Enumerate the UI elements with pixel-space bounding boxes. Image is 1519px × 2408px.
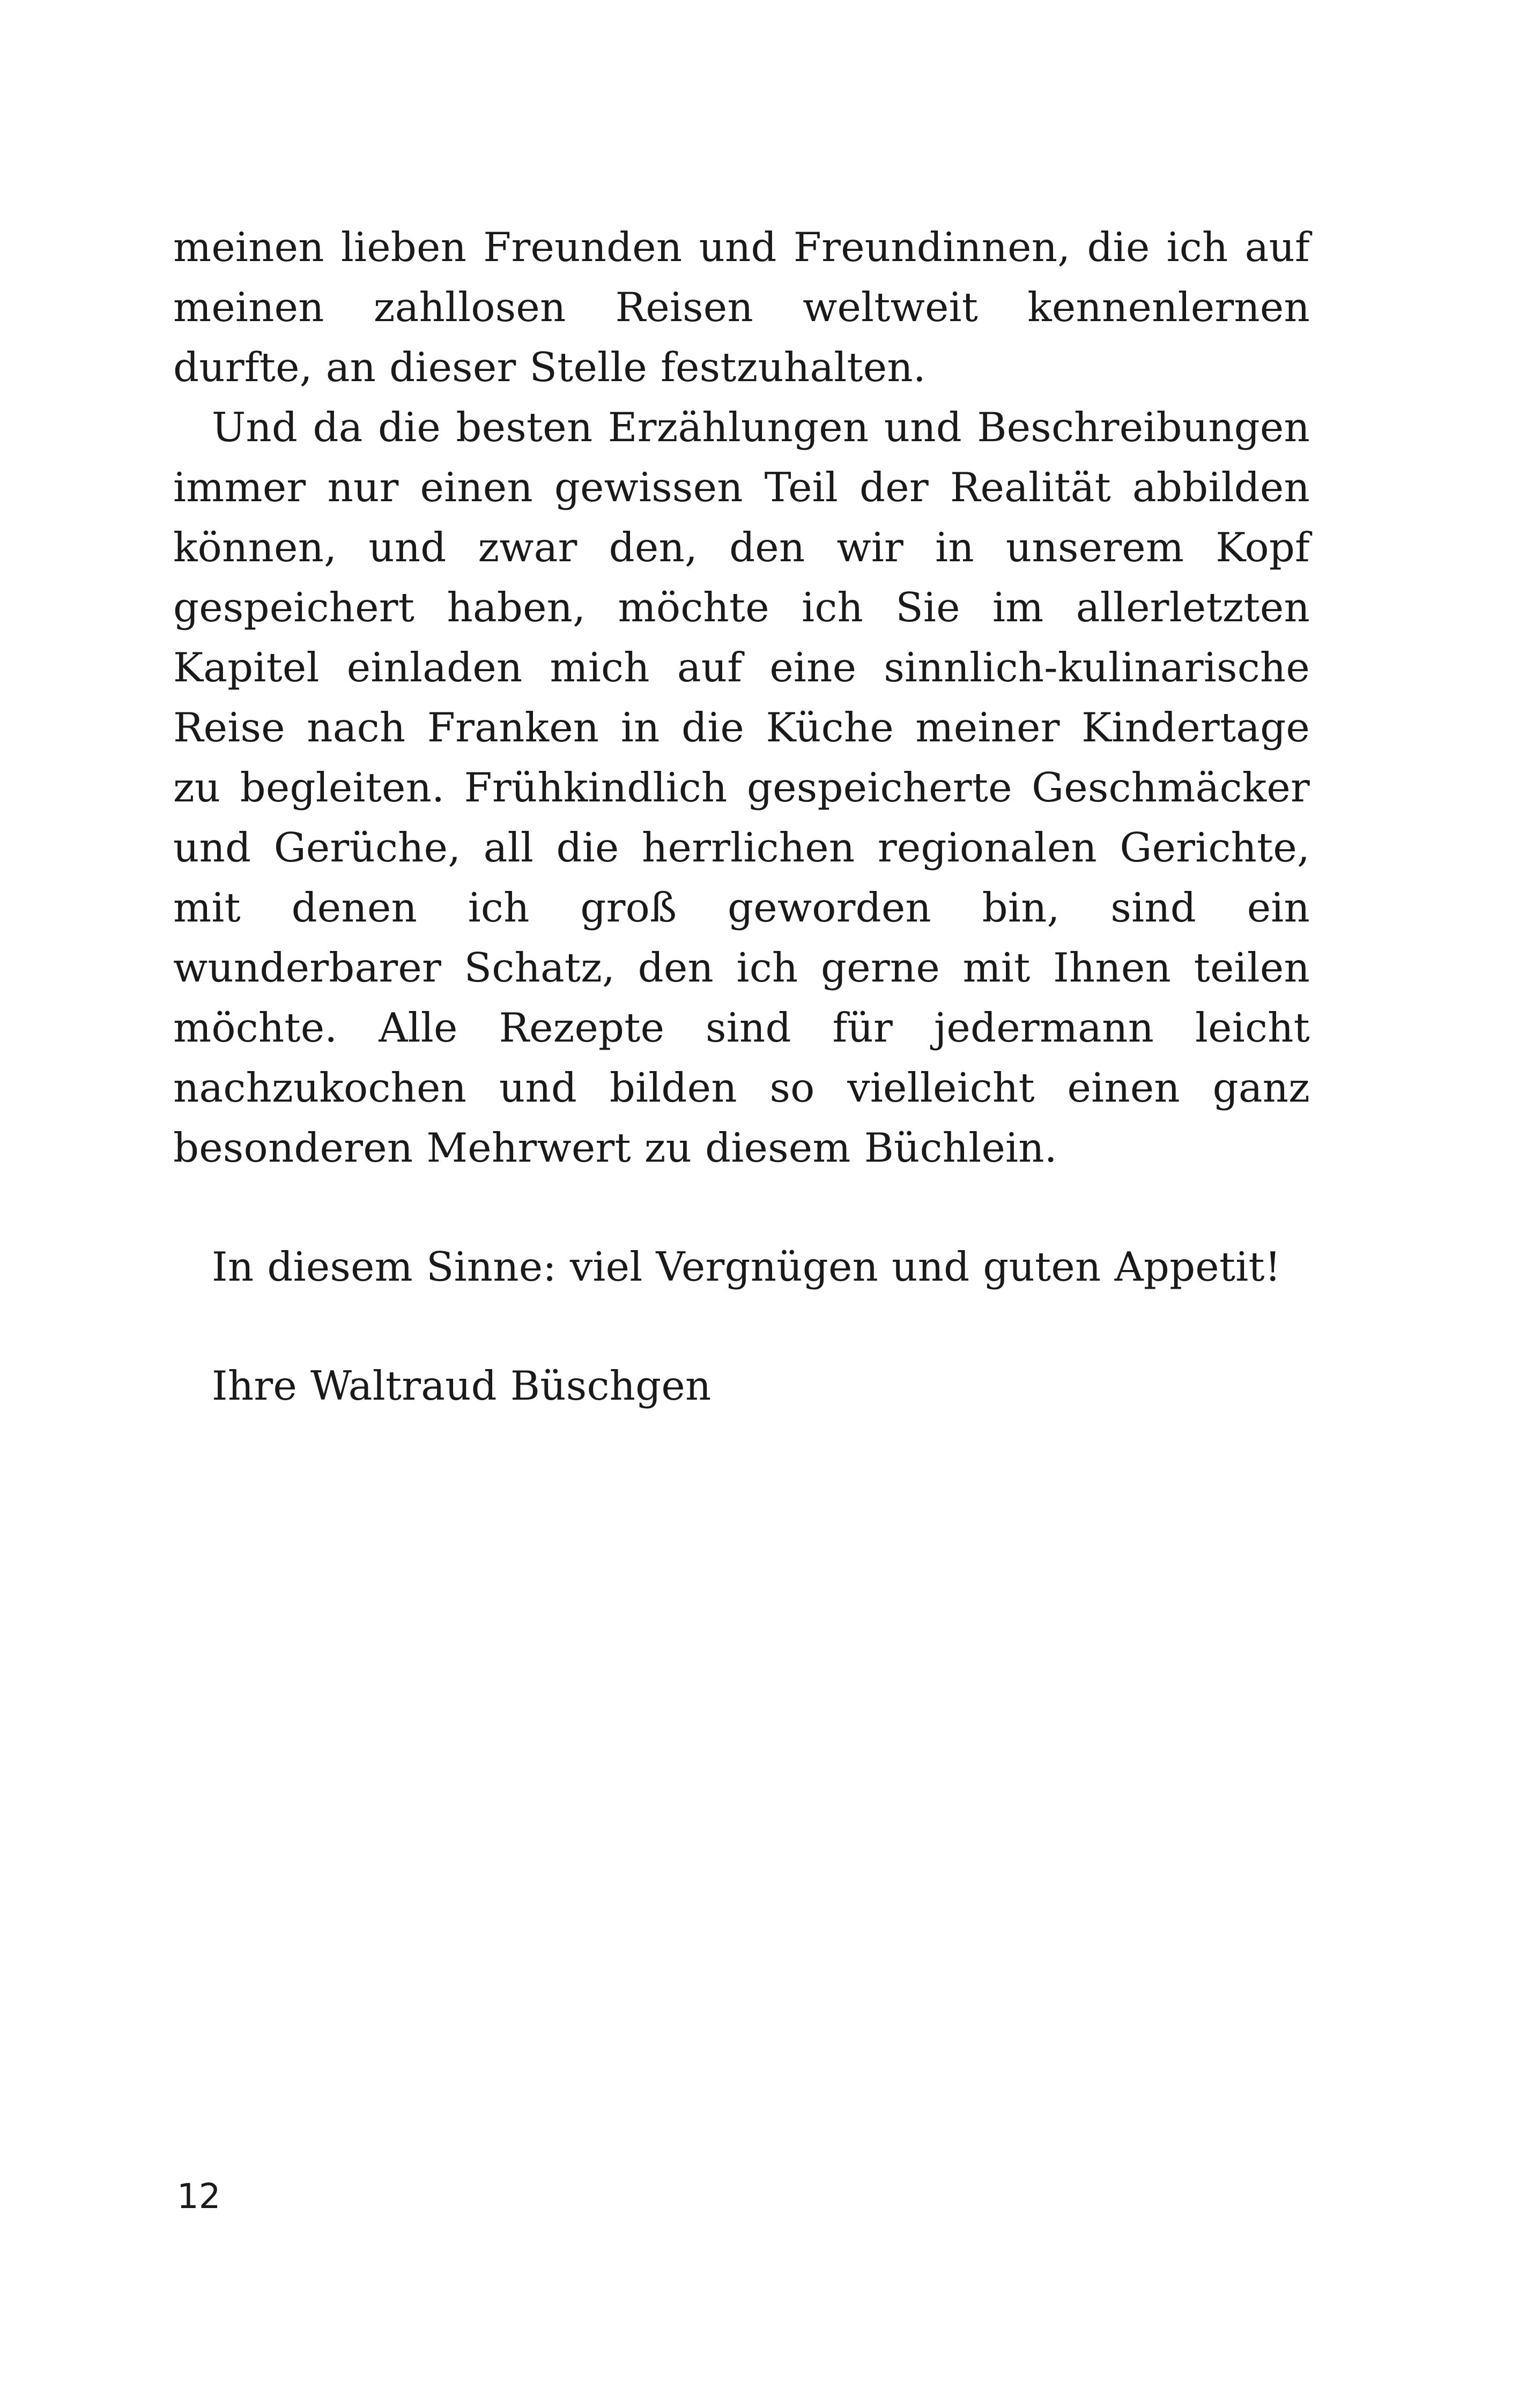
closing-wish: In diesem Sinne: viel Vergnügen und guten Appetit! [212,1243,1281,1290]
body-text [173,217,1310,1416]
author-signature: Ihre Waltraud Büschgen [212,1362,712,1409]
page-number: 12 [177,2177,221,2217]
paragraph-continuation: meinen lieben Freunden und Freundinnen, die ich auf meinen zahllosen Reisen weltweit kennenlernen durfte, an dieser Stelle festzuhalten. [173,224,1310,391]
paragraph-recipes-intro: Und da die besten Erzählungen und Beschreibungen immer nur einen gewissen Teil der Realität abbilden können, und zwar den, den wir in unserem Kopf gespeichert haben, möchte ich Sie im allerletzten Kapitel einladen mich auf eine sinnlich-kulinarische Reise nach Franken in die Küche meiner Kindertage zu begleiten. Frühkindlich gespeicherte Geschmäcker und Gerüche, all die herrlichen regionalen Gerichte, mit denen ich groß geworden bin, sind ein wunderbarer Schatz, den ich gerne mit Ihnen teilen möchte. Alle Rezepte sind für jedermann leicht nachzukochen und bilden so vielleicht einen ganz besonderen Mehrwert zu diesem Büchlein. [173,404,1310,1171]
